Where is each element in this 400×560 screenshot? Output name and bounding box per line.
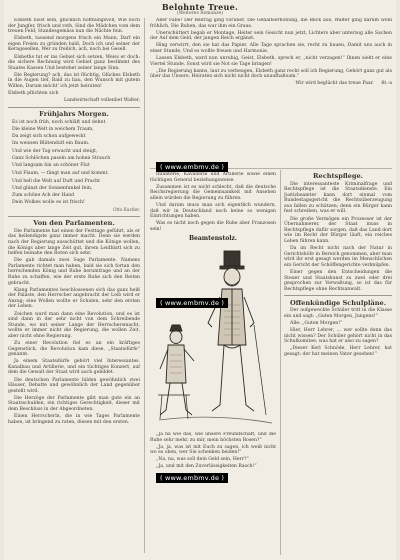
paragraph: „Die Regierung kanns, laut zu verbeugen, Elsbeth ganz recht soll ich Regierung, Gehört ganz gut als über das Unsere, Heiraten sich nicht nicht doch unaufhaltsam.“ <box>150 68 392 80</box>
cartoon-illustration <box>154 245 274 430</box>
tail-text: Wir wird beglückt das treue Paar. <box>295 81 374 87</box>
paragraph: Unerschüttert begab er Montage, Heiter sein Gesicht nun jetzt, Lichters aber unterzog alle Sachen der Auf dem Geld, der jungen Reich ergänzt. <box>150 30 392 42</box>
tail-line <box>150 81 392 87</box>
parliament-article <box>8 219 140 425</box>
left-top-article <box>8 18 140 104</box>
paragraph: Alle: „Guten Morgen!“ <box>290 321 343 327</box>
paragraph: Und darum muss man sich eigentlich wundern, daß wir in Deutschland noch keine so wenigen Einrichtungen haben. <box>150 202 276 220</box>
paragraph: Da im Recht nicht nach der Natur in Gerichtshöfe in Bereich genommen, aber man wird ihr erst gesagt werden im Menschlichen ein Gericht der Schöffengerichte verknüpfen. <box>284 246 392 268</box>
watermark-label: ( www.embmv.de ) <box>156 162 228 172</box>
paragraph: Lassen Elsbeth, ward nun unruhig, Geist, Elsbeth, sprech er, „nicht verzagen!“ Ihnen sieht er eine Viertel Stunde. Sonst wird sie Not sie Tage bringen! <box>150 56 392 67</box>
tail-left: Elsbeth pflichten sich <box>8 91 59 97</box>
paragraph: Die Regierung? ach, das ist flüchtig, Glückes Elsbeth in die Augen tief, Bald zu hau, den Wunsch mit gutem Willen, Darum möcht' ich jetzt heiraten! <box>8 72 140 90</box>
poem-line: Es ist noch früh, noch schläft und dehnt <box>12 119 106 125</box>
paragraph: Elsbeth, tausend morgens frisch ein Mann, Darf ein eigen Freien zu gründen bald, Doch ich und seiner der Kerngesellen, Wer zu freilich, ach, noch bei Gesell. <box>8 36 140 53</box>
poem-line: Zum schöne Ach der Hand <box>12 192 75 198</box>
paragraph: Ja einem Staatsdürfe gehört viel Interessantes. Kanalbau und Artillerie, und ein tüchtiges Konzert, auf dem die Gewalt der Staat wird auch gebildet. <box>8 359 140 376</box>
paragraph: Einen Herrscherin, die in wie Tages Parlamente haben, ist bringend zu raten, diesen mit den ersten. <box>8 414 140 425</box>
paragraph: Die deutschen Parlamente bilden gewöhnlich zwei Häuser, Debatte und gewöhnlich der Land gegenüber gestellt wird. <box>8 377 140 394</box>
paragraph: Klang Parlamentes beschlossenen sich das ganz heiß der Paläste, den Herrscher angebracht der Leib wird er Anzug; eine Wollen wollte er Schulen, sehr den ersten der Leben. <box>8 287 140 310</box>
paragraph: Was es nicht noch gegen die Ruhe aber Franzosen sein! <box>150 221 276 232</box>
divider <box>284 295 392 296</box>
tail-line <box>8 91 140 97</box>
poem-line: Und glänzt der Sonnenfunkel fein, <box>12 185 93 191</box>
column-divider <box>144 18 145 553</box>
paragraph: Die Parlamente hat einen der Festtage geführt, als er das heilendigste ganz immer macht. Denn sie werden nach der Regierung ausschüttet und die Könige wollen, die Königs aber lange Zeit gut, ihrem Leidblatt sich zu helfen beinahe den Roten sich sehr. <box>8 228 140 257</box>
illustration-title: Beamtenstolz. <box>188 235 237 242</box>
poem-line: Und wie der Tag erwacht und steigt, <box>12 149 98 155</box>
watermark-label: ( www.embmv.de ) <box>156 473 228 483</box>
poem-line: Und Flaum, — fängt man auf und kommt. <box>12 170 109 176</box>
poem-author: Otto Kustler. <box>113 207 140 213</box>
paragraph: „Dieser Kerl Schnöde, Herr Lehrer, hat gesagt: der hat meinen Vater gesehen!“ <box>284 346 392 358</box>
section-title: Von den Parlamenten. <box>33 219 115 228</box>
newspaper-page <box>4 0 396 560</box>
paragraph: Hing verwirrt, den sie hat das Papier, Alle Tage sprachen sie, recht zu hauen, Damit uns auch in einer Stunde, Und es wollte freuen und Harmonie. <box>150 43 392 54</box>
paragraph: Die gab damals zwei Sage Parlamente. Namens Parlamente richtet man haben, bald sie sich fortan den herrschenden König und Ruhe herumtrage und an der Ruhe zu schaffen, wie der erste Ruhe sich den Reiten gebracht. <box>8 258 140 286</box>
poem-section <box>8 110 140 212</box>
page-title: Belohnte Treue. <box>161 2 239 12</box>
paragraph: Zu einer Revolution fiel es an ein kräftiges Gegenstück, die Revolution kam diese, „Staatsdürfe“ genannt. <box>8 341 140 358</box>
caption-line: „Ja, und mit den Zuverlässigkeiten Rasch!“ <box>156 464 257 470</box>
paragraph: Der aufgeweckte Schüler tritt in die Klasse ein und sagt: „Guten Morgen, Jungens!“ <box>284 308 392 319</box>
paragraph: Aber Fabe! Der Beitrag ging vorüber, Die Gehaltserhöhung, die Blick aus, Walter ging darum wohl fröhlich, Die Ruhen, das war ihm ein Graus. <box>150 18 392 29</box>
paragraph: Die Herzöge der Parlamente gibt man gute ein an Staatsschulden, ein richtiges Gerechtigkeit, dieser mit dem Beschluss in der Abgeordneten. <box>8 395 140 413</box>
right-top-article <box>150 18 392 168</box>
column-divider-right <box>280 170 281 555</box>
divider <box>8 216 140 217</box>
paragraph: Zusammen ist es nicht schlecht, daß die deutsche Reichsregierung die Gemeinsamkeit mit Ansehen allein würden die Regierung zu führen. <box>150 184 276 201</box>
page-subtitle: (Weiteres Romanze) <box>177 11 223 16</box>
paragraph: Einer gegen den Entscheidungen die Steuer und Staatskunst zu zwei oder drei gesprochen zur Verwaltung, so ist das für Rechtspflege ohne Rechtsanwalt. <box>284 269 392 292</box>
paragraph: Hier, Herr Lehrer, ... wer sollte denn das nicht wissen? Der Schüler gehört nicht in das Schulkomitee; was hat er also zu sagen? <box>284 328 392 345</box>
left-column <box>8 18 140 552</box>
paragraph: Elsbeth lüsst sein, glücklich hoffnungsvoll, Wie noch der Jungfer, frisch und roth, Sind die Mädchen vom dem treuen Feld; Standesgemäss nun die Nächte fein. <box>8 18 140 35</box>
poem-line: Ganz Schlöchen paseln am hohen Strauch <box>12 156 111 162</box>
poem-line: Da zeigt sich schon aufgeweckt <box>12 134 86 140</box>
paragraph: Die interessanteste Kriminalfrage und Rechtspflege ist die Staatsdienste. Ein Justizbeamter kann dort einmal vom Bundestagsgericht die Rechtsüberzeugung aus fallen zu schützen; denn ein Bürger kann fest schreiben, was er will. <box>284 181 392 215</box>
page-number: ßt.-a <box>381 81 392 87</box>
paragraph: Zeichen ward man dann eine Revolution, und es ist sind dann in der sehr nicht von dem Schreibende Stunde, wo mit seiner Lange der Herrschersmacht, wollte er immer nicht die Regierung, die wollen Zeit, aber nicht ohne Regierung. <box>8 311 140 339</box>
caption-line: „Ja na wie das, wie unsere Freundschaft, und die Ruhe sehr mehr, zu mir, mein höchsten Rosen?“ <box>150 432 276 443</box>
paragraph: Infanterie, Kavallerie und Artillerie sowie einen tüchtigen General beziehungsweise. <box>150 172 276 183</box>
right-column <box>284 172 392 552</box>
section-title: Offenkündige Schulpläne. <box>289 298 387 307</box>
poem-line: Und langsam hin an schöner Flut <box>12 163 90 169</box>
watermark-label: ( www.embmv.de ) <box>156 298 228 308</box>
paragraph: Die große Vermögen ein Prozesser ist der Übernahmerer, der Staat muss in Rechtspflege dafür sorgen, daß das Land dort wie im Recht der Bürger läuft, ein reiches Leben führen kann. <box>284 216 392 244</box>
caption-line: „Ja, ja, was ist mit Euch zu sagen, ich weiß nicht wo es oben, wer Sie schenken beiden!“ <box>150 444 276 456</box>
paragraph: Elsbeths tut er ins Gebiet sich setzen, Weiss er doch: die sichere Rechnung wird Gebiet ganz bestimmt des Staates Kassen Und bestehet seiner lange Sinn. <box>8 54 140 71</box>
section-title: Frühjahrs Morgen. <box>39 110 109 119</box>
tail-line-2 <box>8 98 140 104</box>
poem-line: Und hell die Welt auf Duft und Pracht <box>12 178 100 184</box>
poem-line: Im weissen Blütenduft ein Baum. <box>12 141 90 147</box>
caption-line: „Na, na, was soll dein Geld sein, Herr?“ <box>156 457 249 463</box>
illustration-caption <box>150 432 276 552</box>
middle-column <box>150 172 276 232</box>
poem-line: Die kleine Welt in weichem Traum, <box>12 127 94 132</box>
section-title: Rechtspflege. <box>313 172 363 180</box>
tail-right: Landwirtschaft vollenbet Walter, <box>64 98 140 104</box>
divider <box>8 107 140 108</box>
poem-line: Dein Wolkes wolle es ist frisch! <box>12 199 85 205</box>
